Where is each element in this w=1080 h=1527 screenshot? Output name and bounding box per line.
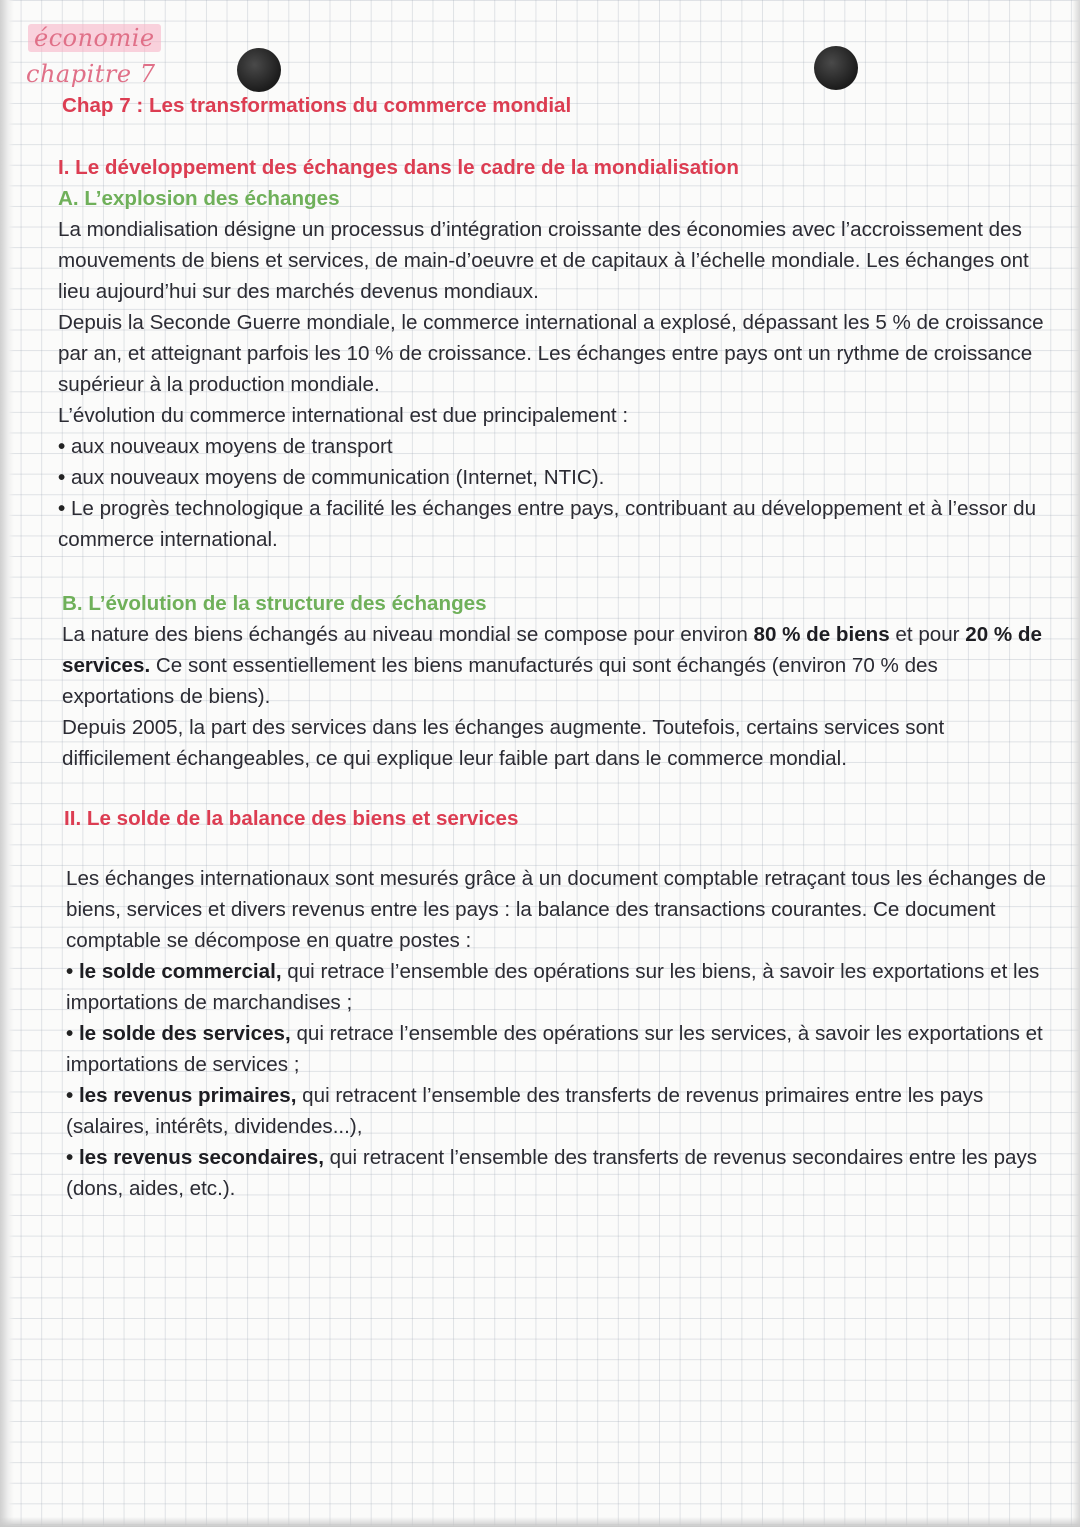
section-1a-para-2: Depuis la Seconde Guerre mondiale, le commerce international a explosé, dépassant les 5 % de croissance par an, et atteignant parfois les 10 % de croissance. Les échanges entre pays ont un rythme de croissance supérieur à la production mondiale. <box>58 311 1044 396</box>
binder-hole-left <box>237 48 281 92</box>
section-1a-para-1: La mondialisation désigne un processus d’intégration croissante des économies avec l’accroissement des mouvements de biens et services, de main-d’oeuvre et de capitaux à l’échelle mondiale. Les échanges ont lieu aujourd’hui sur des marchés devenus mondiaux. <box>58 218 1029 303</box>
section-1b-heading: B. L’évolution de la structure des échanges <box>62 592 487 615</box>
page-title: Chap 7 : Les transformations du commerce mondial <box>62 94 572 117</box>
paper-edge-left <box>0 0 14 1527</box>
section-1a-para-3: L’évolution du commerce international est due principalement : <box>58 404 629 427</box>
section-1b-para-2: Depuis 2005, la part des services dans les échanges augmente. Toutefois, certains services sont difficilement échangeables, ce qui explique leur faible part dans le commerce mondial. <box>62 716 945 770</box>
handwritten-subject: économie <box>28 24 161 52</box>
list-item: • le solde commercial, qui retrace l’ensemble des opérations sur les biens, à savoir les exportations et les importations de marchandises ; <box>66 956 1051 1018</box>
list-item: • le solde des services, qui retrace l’ensemble des opérations sur les services, à savoir les exportations et importations de services ; <box>66 1018 1051 1080</box>
binder-hole-right <box>814 46 858 90</box>
section-1a-heading: A. L’explosion des échanges <box>58 187 340 210</box>
list-item: • les revenus primaires, qui retracent l’ensemble des transferts de revenus primaires entre les pays (salaires, intérêts, dividendes...), <box>66 1080 1051 1142</box>
paper-edge-right <box>1072 0 1080 1527</box>
handwritten-chapter-note: chapitre 7 <box>26 60 156 88</box>
section-2-intro: Les échanges internationaux sont mesurés grâce à un document comptable retraçant tous les échanges de biens, services et divers revenus entre les pays : la balance des transactions courantes. Ce document comptable se décompose en quatre postes : <box>66 867 1046 952</box>
list-item: • Le progrès technologique a facilité les échanges entre pays, contribuant au développement et à l’essor du commerce international. <box>58 493 1053 555</box>
list-item: • aux nouveaux moyens de transport <box>58 431 1053 462</box>
paper-edge-bottom <box>0 1517 1080 1527</box>
section-1-heading: I. Le développement des échanges dans le cadre de la mondialisation <box>58 156 739 179</box>
bold-20-services: 20 % de services. <box>62 623 1042 677</box>
section-2-heading: II. Le solde de la balance des biens et services <box>64 807 519 830</box>
bold-80-biens: 80 % de biens <box>753 623 890 646</box>
section-1b-para-1: La nature des biens échangés au niveau mondial se compose pour environ 80 % de biens et pour 20 % de services. Ce sont essentiellement les biens manufacturés qui sont échangés (environ 70 % des exportations de biens). <box>62 623 1042 708</box>
list-item: • aux nouveaux moyens de communication (Internet, NTIC). <box>58 462 1053 493</box>
list-item: • les revenus secondaires, qui retracent l’ensemble des transferts de revenus secondaires entre les pays (dons, aides, etc.). <box>66 1142 1051 1204</box>
